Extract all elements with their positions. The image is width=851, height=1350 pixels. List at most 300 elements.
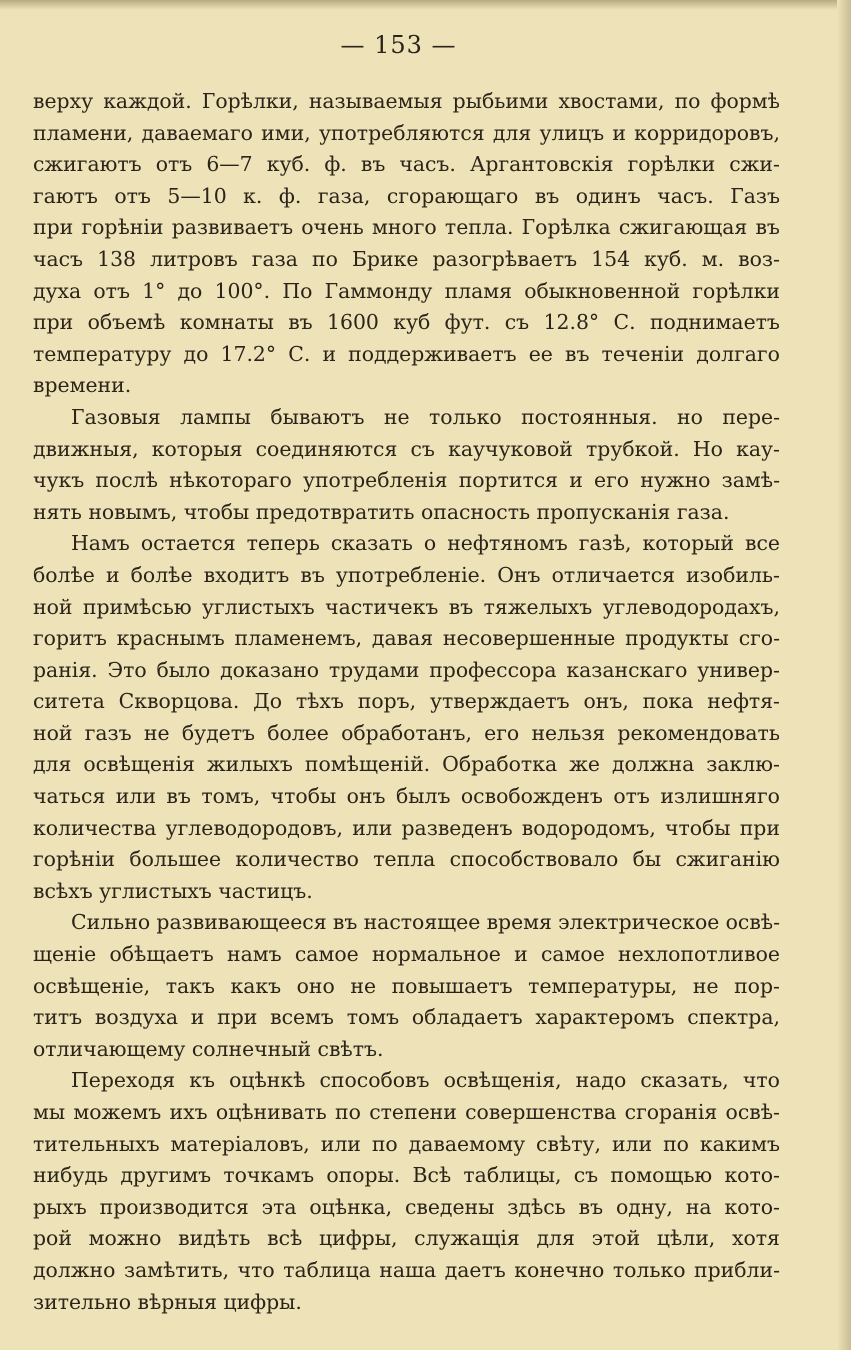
word: при — [217, 1005, 258, 1030]
word: цѣли, — [656, 1226, 716, 1251]
word: изобиль- — [686, 562, 780, 587]
word: рой — [33, 1226, 72, 1251]
word: постоянныя. — [521, 404, 658, 429]
text-line — [33, 813, 780, 845]
word: трубкой. — [586, 436, 680, 461]
word: до — [177, 278, 203, 303]
word: чаться — [33, 784, 106, 809]
word: доказано — [220, 657, 320, 682]
word: оцѣнивать — [215, 1100, 327, 1124]
word: сжигаютъ — [33, 152, 142, 177]
word: здѣсь — [507, 1194, 566, 1219]
word: каждой. — [103, 89, 192, 113]
word: лампы — [180, 404, 251, 429]
word: воз- — [738, 246, 780, 271]
text-line — [33, 276, 780, 308]
word: верху — [33, 89, 94, 113]
word: къ — [189, 1068, 215, 1093]
word: объемѣ — [87, 310, 166, 335]
word: оцѣнкѣ — [229, 1068, 306, 1093]
word: онъ, — [583, 689, 629, 714]
word: даваемаго — [141, 120, 253, 145]
word: чтобы — [270, 784, 337, 809]
word: настоящее — [363, 910, 481, 935]
word: пламя — [444, 278, 512, 303]
word: было — [156, 657, 211, 682]
page-number: — 153 — — [340, 31, 457, 59]
word: помѣщеній. — [304, 752, 431, 777]
text-line — [71, 1065, 780, 1097]
word: сказать, — [640, 1068, 729, 1093]
word: чтобы — [664, 815, 731, 840]
word: сжигающая — [618, 215, 748, 240]
word: поднимаетъ — [649, 310, 780, 335]
word: помощью — [610, 1163, 713, 1188]
word: по — [312, 246, 338, 271]
word: формѣ — [710, 89, 780, 113]
word: пока — [642, 689, 694, 714]
text-line — [33, 307, 780, 339]
word: Переходя — [71, 1068, 176, 1093]
word: же — [569, 752, 600, 777]
word: более — [267, 720, 329, 745]
word: степени — [369, 1100, 457, 1124]
word: горѣніи — [81, 215, 164, 240]
word: служащія — [414, 1226, 520, 1251]
word: заклю- — [706, 752, 780, 777]
word: опоры. — [326, 1163, 401, 1188]
word: количества — [33, 815, 157, 840]
word: До — [253, 689, 283, 714]
word: пламени, — [33, 120, 134, 145]
word: воздуха — [94, 1005, 178, 1030]
word: былъ — [395, 784, 451, 809]
text-line — [33, 939, 780, 971]
word: производится — [99, 1194, 249, 1219]
text-line — [33, 1002, 780, 1034]
word: бываютъ — [270, 404, 365, 429]
word: въ — [288, 310, 313, 335]
body-text — [33, 86, 780, 1318]
word: газѣ, — [578, 531, 632, 556]
word: нефтя- — [707, 689, 780, 714]
word: утверждаетъ — [429, 689, 570, 714]
text-line — [33, 560, 780, 592]
word: Газъ — [730, 183, 780, 208]
word: о — [423, 531, 437, 556]
word: соединяются — [255, 436, 398, 461]
word: только — [429, 404, 502, 429]
text-line — [33, 118, 780, 150]
word: прибли- — [694, 1257, 780, 1282]
word: комнаты — [179, 310, 274, 335]
text-line — [33, 844, 780, 876]
word: Обработка — [442, 752, 558, 777]
word: м. — [701, 246, 725, 271]
word: разведенъ — [401, 815, 513, 840]
word: Намъ — [71, 531, 130, 556]
word: Горѣлки, — [201, 89, 299, 113]
text-line — [33, 971, 780, 1003]
word: горѣніи — [33, 847, 116, 872]
word: газа, — [317, 183, 371, 208]
word: Это — [107, 657, 147, 682]
word: при — [33, 310, 74, 335]
word: какъ — [230, 973, 282, 998]
word: въ — [332, 910, 358, 935]
text-line: времени. — [33, 373, 132, 398]
word: Скворцова. — [118, 689, 240, 714]
word: самое — [294, 942, 359, 967]
word: С. — [288, 341, 311, 366]
word: употребленіе. — [335, 562, 487, 587]
text-line — [33, 1223, 780, 1255]
word: для — [33, 752, 72, 777]
word: одинъ — [575, 183, 641, 208]
word: давая — [371, 626, 434, 651]
word: 6—7 — [206, 152, 253, 177]
word: обѣщаетъ — [109, 942, 214, 967]
word: 5—10 — [167, 183, 227, 208]
text-line — [33, 1255, 780, 1287]
word: казанскаго — [566, 657, 688, 682]
word: въ — [360, 152, 386, 177]
word: остается — [140, 531, 236, 556]
word: температуру — [33, 341, 172, 366]
word: к. — [243, 183, 263, 208]
word: тительныхъ — [33, 1131, 160, 1156]
word: кау- — [736, 436, 780, 461]
word: который — [642, 531, 734, 556]
word: такъ — [165, 973, 215, 998]
text-line — [33, 465, 780, 497]
word: бы — [632, 847, 662, 872]
word: количество — [235, 847, 359, 872]
word: каучуковой — [448, 436, 573, 461]
word: отличается — [551, 562, 675, 587]
word: всѣ — [267, 1226, 303, 1251]
word: одну, — [616, 1194, 673, 1219]
text-line — [33, 434, 780, 466]
word: Газовыя — [71, 404, 161, 429]
word: 1600 — [327, 310, 379, 335]
word: входитъ — [203, 562, 290, 587]
word: другимъ — [120, 1163, 212, 1188]
word: въ — [448, 594, 474, 619]
word: углеводородовъ, — [165, 815, 344, 840]
word: электрическое — [558, 910, 720, 935]
word: съ — [573, 1163, 599, 1188]
word: движныя, — [33, 436, 139, 461]
word: таблица — [283, 1257, 371, 1282]
text-line — [33, 244, 780, 276]
word: намъ — [227, 942, 282, 967]
text-line — [33, 212, 780, 244]
word: куб. — [644, 246, 688, 271]
word: конечно — [514, 1257, 605, 1282]
word: ими, — [261, 120, 311, 145]
word: корридоровъ, — [634, 120, 780, 145]
word: Брике — [351, 246, 419, 271]
page-top-shadow — [0, 0, 851, 10]
word: кото- — [724, 1194, 780, 1219]
word: наша — [379, 1257, 437, 1282]
word: 12.8° — [543, 310, 600, 335]
word: отъ — [93, 278, 130, 303]
word: очень — [301, 215, 364, 240]
word: оно — [296, 973, 335, 998]
word: тѣхъ — [295, 689, 344, 714]
word: только — [612, 1257, 686, 1282]
word: температуры, — [528, 973, 678, 998]
word: въ — [578, 1194, 604, 1219]
word: теченіи — [601, 341, 685, 366]
word: таблицы, — [463, 1163, 562, 1188]
word: 100°. — [214, 278, 271, 303]
word: 17.2° — [220, 341, 277, 366]
word: и — [569, 468, 583, 493]
word: и — [190, 1005, 205, 1030]
word: щеніе — [33, 942, 97, 967]
word: тепла. — [444, 215, 514, 240]
word: мы — [33, 1100, 66, 1124]
word: Но — [692, 436, 723, 461]
word: водородомъ, — [521, 815, 656, 840]
word: для — [536, 1226, 575, 1251]
word: его — [484, 720, 520, 745]
word: характеромъ — [535, 1005, 675, 1030]
word: несовершенные — [442, 626, 616, 651]
text-line — [33, 149, 780, 181]
word: ситета — [33, 689, 105, 714]
word: но — [677, 404, 703, 429]
word: куб — [393, 310, 431, 335]
text-line — [33, 592, 780, 624]
word: нефтяномъ — [447, 531, 568, 556]
word: углеводородахъ, — [602, 594, 780, 619]
page-right-shadow — [837, 0, 851, 1350]
word: рекомендовать — [617, 720, 780, 745]
word: пор- — [734, 973, 780, 998]
word: не — [692, 973, 719, 998]
word: По — [282, 278, 313, 303]
word: сгорающаго — [386, 183, 519, 208]
word: и — [105, 562, 120, 587]
word: духа — [33, 278, 82, 303]
word: видѣть — [178, 1226, 251, 1251]
word: Гаммонду — [324, 278, 433, 303]
word: какимъ — [699, 1131, 780, 1156]
word: литровъ — [150, 246, 238, 271]
text-line — [33, 1129, 780, 1161]
text-line — [33, 623, 780, 655]
text-line — [33, 655, 780, 687]
word: примѣсью — [82, 594, 192, 619]
word: кото- — [724, 1163, 780, 1188]
word: ф. — [324, 152, 347, 177]
word: обработанъ, — [341, 720, 472, 745]
word: пере- — [722, 404, 780, 429]
word: на — [685, 1194, 712, 1219]
word: сжи- — [729, 152, 780, 177]
word: или — [320, 1131, 361, 1156]
word: способовъ — [319, 1068, 430, 1093]
word: будетъ — [181, 720, 255, 745]
word: часъ — [33, 246, 84, 271]
word: хотя — [732, 1226, 780, 1251]
word: для — [492, 120, 532, 145]
word: по — [371, 1131, 398, 1156]
word: большее — [129, 847, 222, 872]
word: замѣ- — [721, 468, 780, 493]
word: куб. — [266, 152, 311, 177]
word: много — [372, 215, 437, 240]
word: отъ — [114, 183, 151, 208]
word: развивающееся — [156, 910, 327, 935]
word: отъ — [613, 784, 650, 809]
text-line: нять новымъ, чтобы предотвратить опасность пропусканія газа. — [33, 499, 730, 524]
text-line — [33, 749, 780, 781]
word: онъ — [346, 784, 386, 809]
word: свѣту, — [536, 1131, 602, 1156]
word: повышаетъ — [391, 973, 513, 998]
word: горитъ — [33, 626, 107, 651]
text-line — [33, 718, 780, 750]
word: излишняго — [660, 784, 780, 809]
word: при — [33, 215, 74, 240]
word: что — [237, 1257, 275, 1282]
word: по — [335, 1100, 361, 1124]
word: Аргантовскія — [469, 152, 614, 177]
word: или — [611, 1131, 653, 1156]
word: въ — [564, 341, 590, 366]
text-line — [71, 528, 780, 560]
word: горѣлки — [692, 278, 780, 303]
word: съ — [504, 310, 530, 335]
word: его — [594, 468, 630, 493]
word: что — [742, 1068, 780, 1093]
word: краснымъ — [116, 626, 225, 651]
word: должна — [611, 752, 695, 777]
word: способствовало — [449, 847, 619, 872]
word: гаютъ — [33, 183, 98, 208]
word: сжиганію — [675, 847, 780, 872]
text-line: зительно вѣрныя цифры. — [33, 1289, 302, 1314]
word: при — [739, 815, 780, 840]
word: тяжелыхъ — [483, 594, 593, 619]
word: томъ — [346, 1005, 400, 1030]
word: часъ. — [399, 152, 456, 177]
word: употребленія — [302, 468, 448, 493]
word: болѣе — [130, 562, 193, 587]
word: титъ — [33, 1005, 83, 1030]
word: нужно — [640, 468, 711, 493]
word: обладаетъ — [411, 1005, 523, 1030]
word: нехлопотливое — [618, 942, 780, 967]
word: которыя — [151, 436, 243, 461]
word: совершенства — [465, 1100, 617, 1124]
word: профессора — [429, 657, 557, 682]
word: точкамъ — [223, 1163, 315, 1188]
word: 138 — [97, 246, 137, 271]
word: развиваетъ — [171, 215, 294, 240]
text-line — [71, 907, 780, 939]
word: цифры, — [319, 1226, 398, 1251]
word: ной — [33, 720, 73, 745]
word: можемъ — [73, 1100, 162, 1124]
word: ной — [33, 594, 73, 619]
word: горѣлки — [627, 152, 716, 177]
word: углистыхъ — [202, 594, 315, 619]
word: по — [674, 89, 701, 113]
word: этой — [591, 1226, 641, 1251]
word: самое — [541, 942, 605, 967]
word: и — [322, 341, 337, 366]
word: даваемому — [408, 1131, 526, 1156]
word: эта — [261, 1194, 297, 1219]
text-line — [71, 402, 780, 434]
word: теперь — [246, 531, 320, 556]
word: освѣщенія, — [443, 1068, 562, 1093]
word: Сильно — [71, 910, 151, 935]
word: или — [115, 784, 156, 809]
text-line — [33, 86, 780, 118]
word: матеріаловъ, — [170, 1131, 310, 1156]
word: нибудь — [33, 1163, 109, 1188]
word: послѣ — [95, 468, 158, 493]
word: замѣтить, — [123, 1257, 230, 1282]
word: и — [612, 120, 626, 145]
word: Онъ — [497, 562, 541, 587]
text-line — [33, 1097, 780, 1129]
word: всемъ — [270, 1005, 334, 1030]
word: поръ, — [357, 689, 417, 714]
word: томъ, — [201, 784, 261, 809]
text-line — [33, 339, 780, 371]
word: пламенемъ, — [234, 626, 363, 651]
word: освѣщенія — [83, 752, 195, 777]
word: время — [486, 910, 552, 935]
word: болѣе — [33, 562, 95, 587]
word: газа — [251, 246, 298, 271]
word: нельзя — [531, 720, 606, 745]
word: разогрѣваетъ — [432, 246, 578, 271]
text-line — [33, 1160, 780, 1192]
text-line: всѣхъ углистыхъ частицъ. — [33, 878, 313, 903]
word: тепла — [373, 847, 436, 872]
text-line — [33, 781, 780, 813]
word: въ — [300, 562, 325, 587]
word: освѣщеніе, — [33, 973, 151, 998]
word: сго- — [738, 626, 780, 651]
word: частичекъ — [325, 594, 439, 619]
word: улицъ — [539, 120, 605, 145]
word: въ — [755, 215, 780, 240]
word: по — [663, 1131, 689, 1156]
word: сказать — [330, 531, 413, 556]
word: хвостами, — [558, 89, 665, 113]
word: ихъ — [169, 1100, 208, 1124]
word: оцѣнка, — [309, 1194, 393, 1219]
word: надо — [575, 1068, 627, 1093]
word: долгаго — [696, 341, 780, 366]
word: рыхъ — [33, 1194, 87, 1219]
word: ранія. — [33, 657, 98, 682]
word: отъ — [155, 152, 193, 177]
word: 1° — [142, 278, 166, 303]
word: освѣ- — [725, 1100, 780, 1124]
word: жилыхъ — [206, 752, 293, 777]
